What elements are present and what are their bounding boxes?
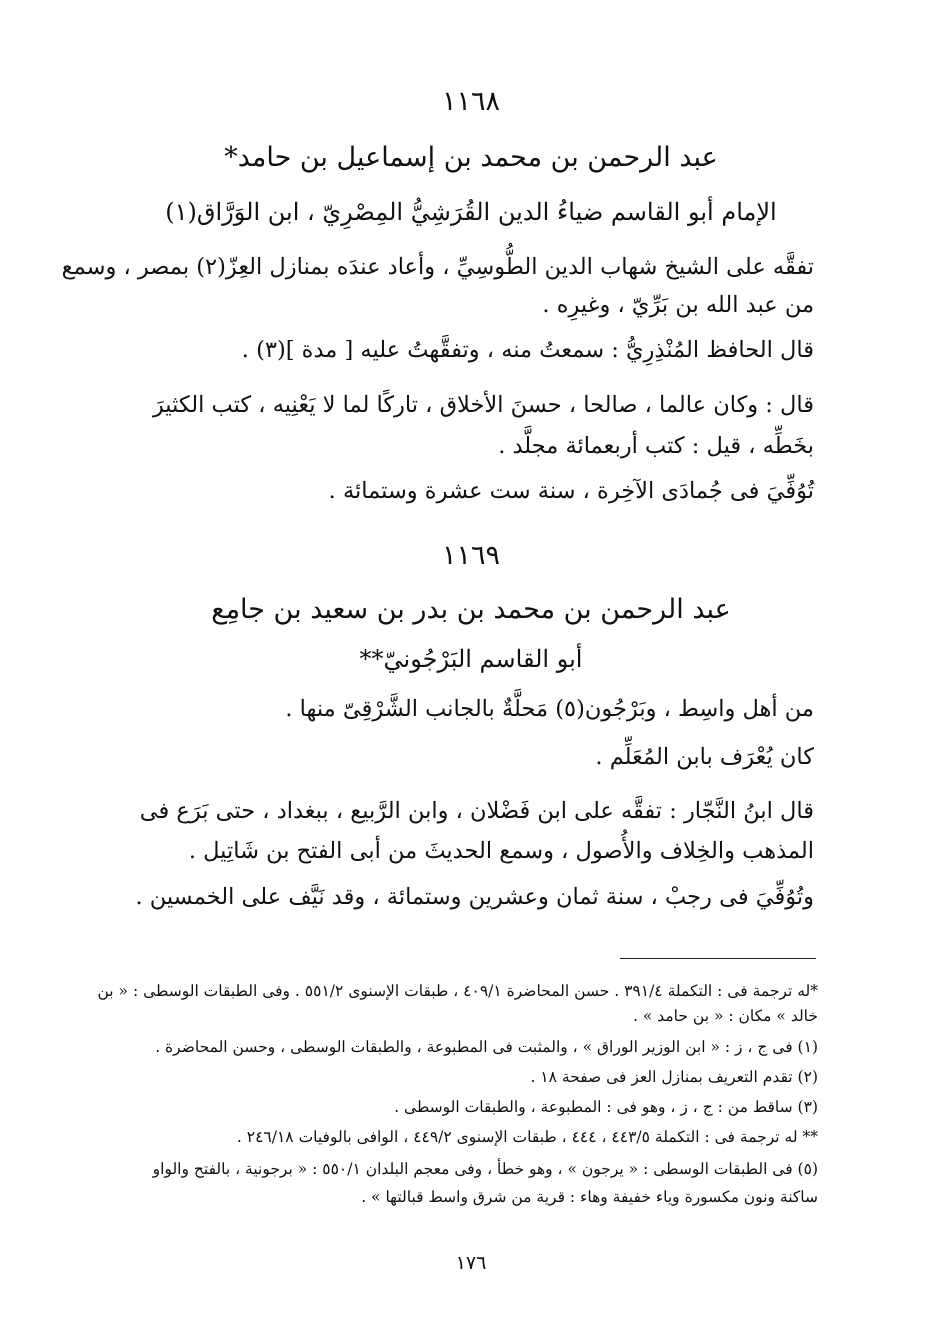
- paragraph-line: وتُوُفِّيَ فى رجبْ ، سنة ثمان وعشرين وستمائة ، وقد نَيَّف على الخمسين .: [135, 884, 814, 910]
- entry-title-1168: عبد الرحمن بن محمد بن إسماعيل بن حامد*: [224, 142, 718, 173]
- entry-kunya-1168: الإمام أبو القاسم ضياءُ الدين القُرَشِيُّ المِصْرِيّ ، ابن الوَرَّاق(١): [165, 198, 777, 226]
- entry-number-1169: ١١٦٩: [441, 540, 500, 571]
- paragraph-line: بخَطِّه ، قيل : كتب أربعمائة مجلَّد .: [498, 433, 814, 459]
- paragraph-line: قال الحافظ المُنْذِرِيُّ : سمعتُ منه ، وتفقَّهتُ عليه [ مدة ](٣) .: [241, 337, 814, 363]
- footnote-line: *له ترجمة فى : التكملة ٣٩١/٤ . حسن المحاضرة ٤٠٩/١ ، طبقات الإسنوى ٥٥١/٢ . وفى الطبقات الوسطى : « بن: [97, 982, 818, 1000]
- footnote-line: (١) فى ج ، ز : « ابن الوزير الوراق » ، والمثبت فى المطبوعة ، والطبقات الوسطى ، وحسن المحاضرة .: [155, 1038, 818, 1056]
- footnote-line: (٢) تقدم التعريف بمنازل العز فى صفحة ١٨ .: [530, 1068, 818, 1086]
- paragraph-line: كان يُعْرَف بابن المُعَلِّم .: [595, 744, 814, 770]
- paragraph-line: من أهل واسِط ، وبَرْجُون(٥) مَحلَّةٌ بالجانب الشَّرْقِىّ منها .: [285, 696, 814, 722]
- paragraph-line: المذهب والخِلاف والأُصول ، وسمع الحديثَ من أبى الفتح بن شَاتِيل .: [188, 838, 814, 864]
- footnote-line: ساكنة ونون مكسورة وياء خفيفة وهاء : قرية من شرق واسط قبالتها » .: [361, 1188, 818, 1206]
- paragraph-line: قال ابنُ النَّجّار : تفقَّه على ابن فَضْلان ، وابن الرَّبيع ، ببغداد ، حتى بَرَع فى: [139, 798, 814, 824]
- paragraph-line: تُوُفِّيَ فى جُمادَى الآخِرة ، سنة ست عشرة وستمائة .: [328, 478, 814, 504]
- entry-title-1169: عبد الرحمن بن محمد بن بدر بن سعيد بن جامِع: [211, 594, 731, 625]
- page-number: ١٧٦: [455, 1252, 487, 1274]
- entry-number-1168: ١١٦٨: [441, 86, 500, 117]
- paragraph-line: قال : وكان عالما ، صالحا ، حسنَ الأخلاق ، تاركًا لما لا يَعْنِيه ، كتب الكثيرَ: [152, 392, 814, 418]
- paragraph-line: من عبد الله بن بَرِّيّ ، وغيرِه .: [542, 292, 814, 318]
- footnote-line: ** له ترجمة فى : التكملة ٤٤٣/٥ ، ٤٤٤ ، طبقات الإسنوى ٤٤٩/٢ ، الوافى بالوفيات ٢٤٦/١٨ .: [236, 1128, 818, 1146]
- paragraph-line: تفقَّه على الشيخ شهاب الدين الطُّوسِيِّ ، وأعاد عندَه بمنازل العِزّ(٢) بمصر ، وسمع: [61, 254, 814, 280]
- footnote-line: خالد » مكان : « بن حامد » .: [632, 1007, 818, 1025]
- footnote-line: (٥) فى الطبقات الوسطى : « يرجون » ، وهو خطأ ، وفى معجم البلدان ٥٥٠/١ : « برجونية ، بالفتح والواو: [152, 1160, 818, 1178]
- entry-kunya-1169: أبو القاسم البَرْجُونيّ**: [359, 645, 583, 673]
- footnote-separator: [620, 958, 816, 959]
- footnote-line: (٣) ساقط من : ج ، ز ، وهو فى : المطبوعة ، والطبقات الوسطى .: [394, 1098, 818, 1116]
